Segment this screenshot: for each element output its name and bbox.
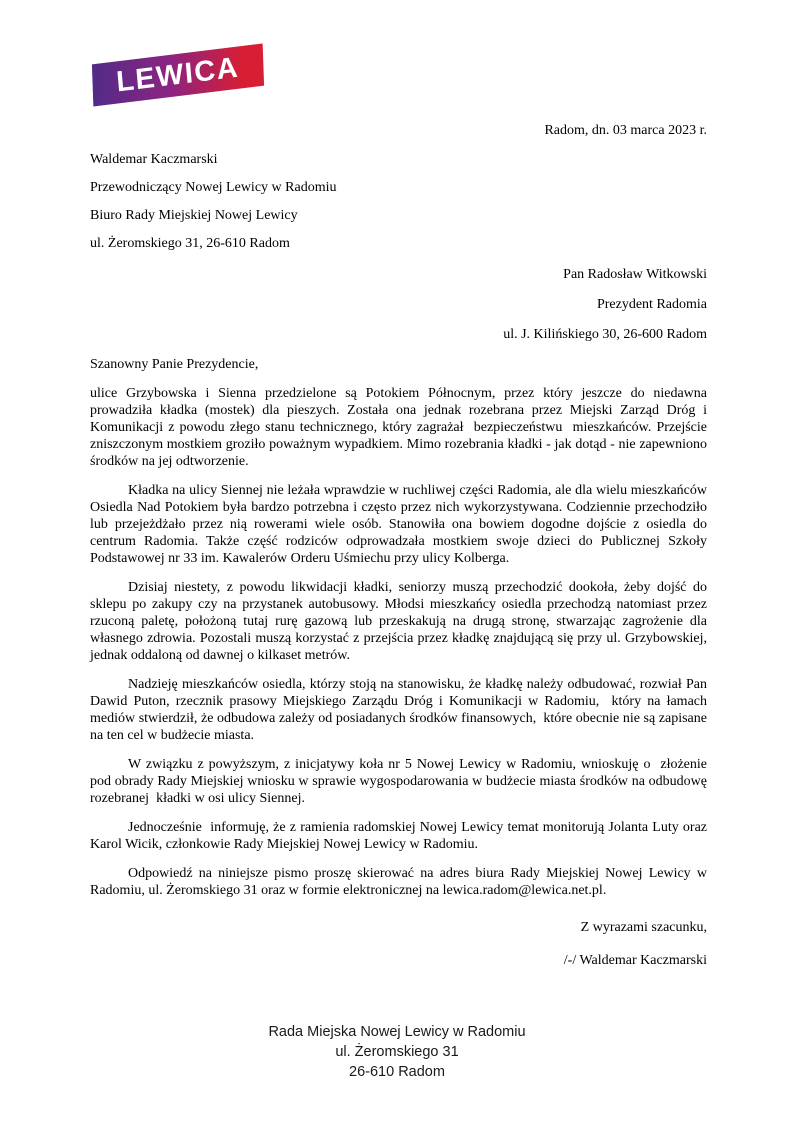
recipient-title: Prezydent Radomia	[596, 297, 707, 312]
body-paragraph-6: Jednocześnie informuję, że z ramienia radomskiej Nowej Lewicy temat monitorują Jolanta Luty oraz Karol Wicik, członkowie Rady Miejskiej Nowej Lewicy w Radomiu.	[90, 820, 714, 852]
sender-title: Przewodniczący Nowej Lewicy w Radomiu	[90, 180, 337, 195]
recipient-address: ul. J. Kilińskiego 30, 26-600 Radom	[503, 327, 707, 342]
logo-banner	[92, 43, 264, 106]
valediction: Z wyrazami szacunku,	[580, 920, 707, 935]
date-line: Radom, dn. 03 marca 2023 r.	[544, 123, 707, 138]
body-paragraph-7: Odpowiedź na niniejsze pismo proszę skierować na adres biura Rady Miejskiej Nowej Lewicy w Radomiu, ul. Żeromskiego 31 oraz w formie elektronicznej na lewica.radom@lewica.net.pl.	[90, 866, 711, 898]
sender-name: Waldemar Kaczmarski	[90, 152, 218, 167]
body-paragraph-1: ulice Grzybowska i Sienna przedzielone są Potokiem Północnym, przez który jeszcze do niedawna prowadziła kładka (mostek) dla pieszych. Została ona jednak rozebrana przez Miejski Zarząd Dróg i Komunikacji z powodu złego stanu technicznego, który zagrażał bezpieczeństwu mieszkańców. Przejście zniszczonym mostkiem groziło poważnym wypadkiem. Mimo rozebrania kładki - jak dotąd - nie zapewniono środków na jej odtworzenie.	[90, 386, 711, 469]
footer-organization: Rada Miejska Nowej Lewicy w Radomiu	[268, 1024, 526, 1040]
footer-block	[0, 1022, 794, 1082]
lewica-logo	[90, 51, 707, 118]
sender-address: ul. Żeromskiego 31, 26-610 Radom	[90, 236, 290, 251]
sender-office: Biuro Rady Miejskiej Nowej Lewicy	[90, 208, 298, 223]
letter-body	[90, 385, 714, 899]
body-paragraph-3: Dzisiaj niestety, z powodu likwidacji kładki, seniorzy muszą przechodzić dookoła, żeby dojść do sklepu po zakupy czy na przystanek autobusowy. Młodsi mieszkańcy osiedla przechodzą natomiast przez rzuconą paletę, położoną tutaj rurę gazową lub przeskakują na drugą stronę, stwarzając zagrożenie dla własnego zdrowia. Pozostali muszą korzystać z przejścia przez kładkę znajdującą się przy ul. Grzybowskiej, jednak oddaloną od dawnej o kilkaset metrów.	[90, 580, 711, 663]
body-paragraph-4: Nadzieję mieszkańców osiedla, którzy stoją na stanowisku, że kładkę należy odbudować, rozwiał Pan Dawid Puton, rzecznik prasowy Miejskiego Zarządu Dróg i Komunikacji w Radomiu, który na łamach mediów stwierdził, że odbudowa zależy od posiadanych środków finansowych, które obecnie nie są zapisane na ten cel w budżecie miasta.	[90, 677, 711, 743]
logo-text: LEWICA	[115, 51, 241, 98]
body-paragraph-2: Kładka na ulicy Siennej nie leżała wprawdzie w ruchliwej części Radomia, ale dla wielu mieszkańców Osiedla Nad Potokiem była bardzo potrzebna i często przez nich wykorzystywana. Codziennie przechodziło lub przejeżdżało przez nią rowerami wiele osób. Stanowiła ona bowiem dogodne dojście z osiedla do centrum Radomia. Także część rodziców odprowadzała mostkiem swoje dzieci do Publicznej Szkoły Podstawowej nr 33 im. Kawalerów Orderu Uśmiechu przy ulicy Kolberga.	[90, 483, 711, 566]
recipient-block	[90, 266, 707, 343]
footer-city: 26-610 Radom	[349, 1064, 445, 1080]
recipient-name: Pan Radosław Witkowski	[563, 267, 707, 282]
closing-block	[90, 919, 707, 969]
sender-block	[90, 151, 707, 252]
footer-street: ul. Żeromskiego 31	[335, 1044, 459, 1060]
salutation: Szanowny Panie Prezydencie,	[90, 357, 259, 372]
body-paragraph-5: W związku z powyższym, z inicjatywy koła nr 5 Nowej Lewicy w Radomiu, wnioskuję o złożenie pod obrady Rady Miejskiej wniosku w sprawie wygospodarowania w budżecie miasta środków na odbudowę rozebranej kładki w osi ulicy Siennej.	[90, 757, 714, 806]
signature: /-/ Waldemar Kaczmarski	[563, 953, 707, 968]
